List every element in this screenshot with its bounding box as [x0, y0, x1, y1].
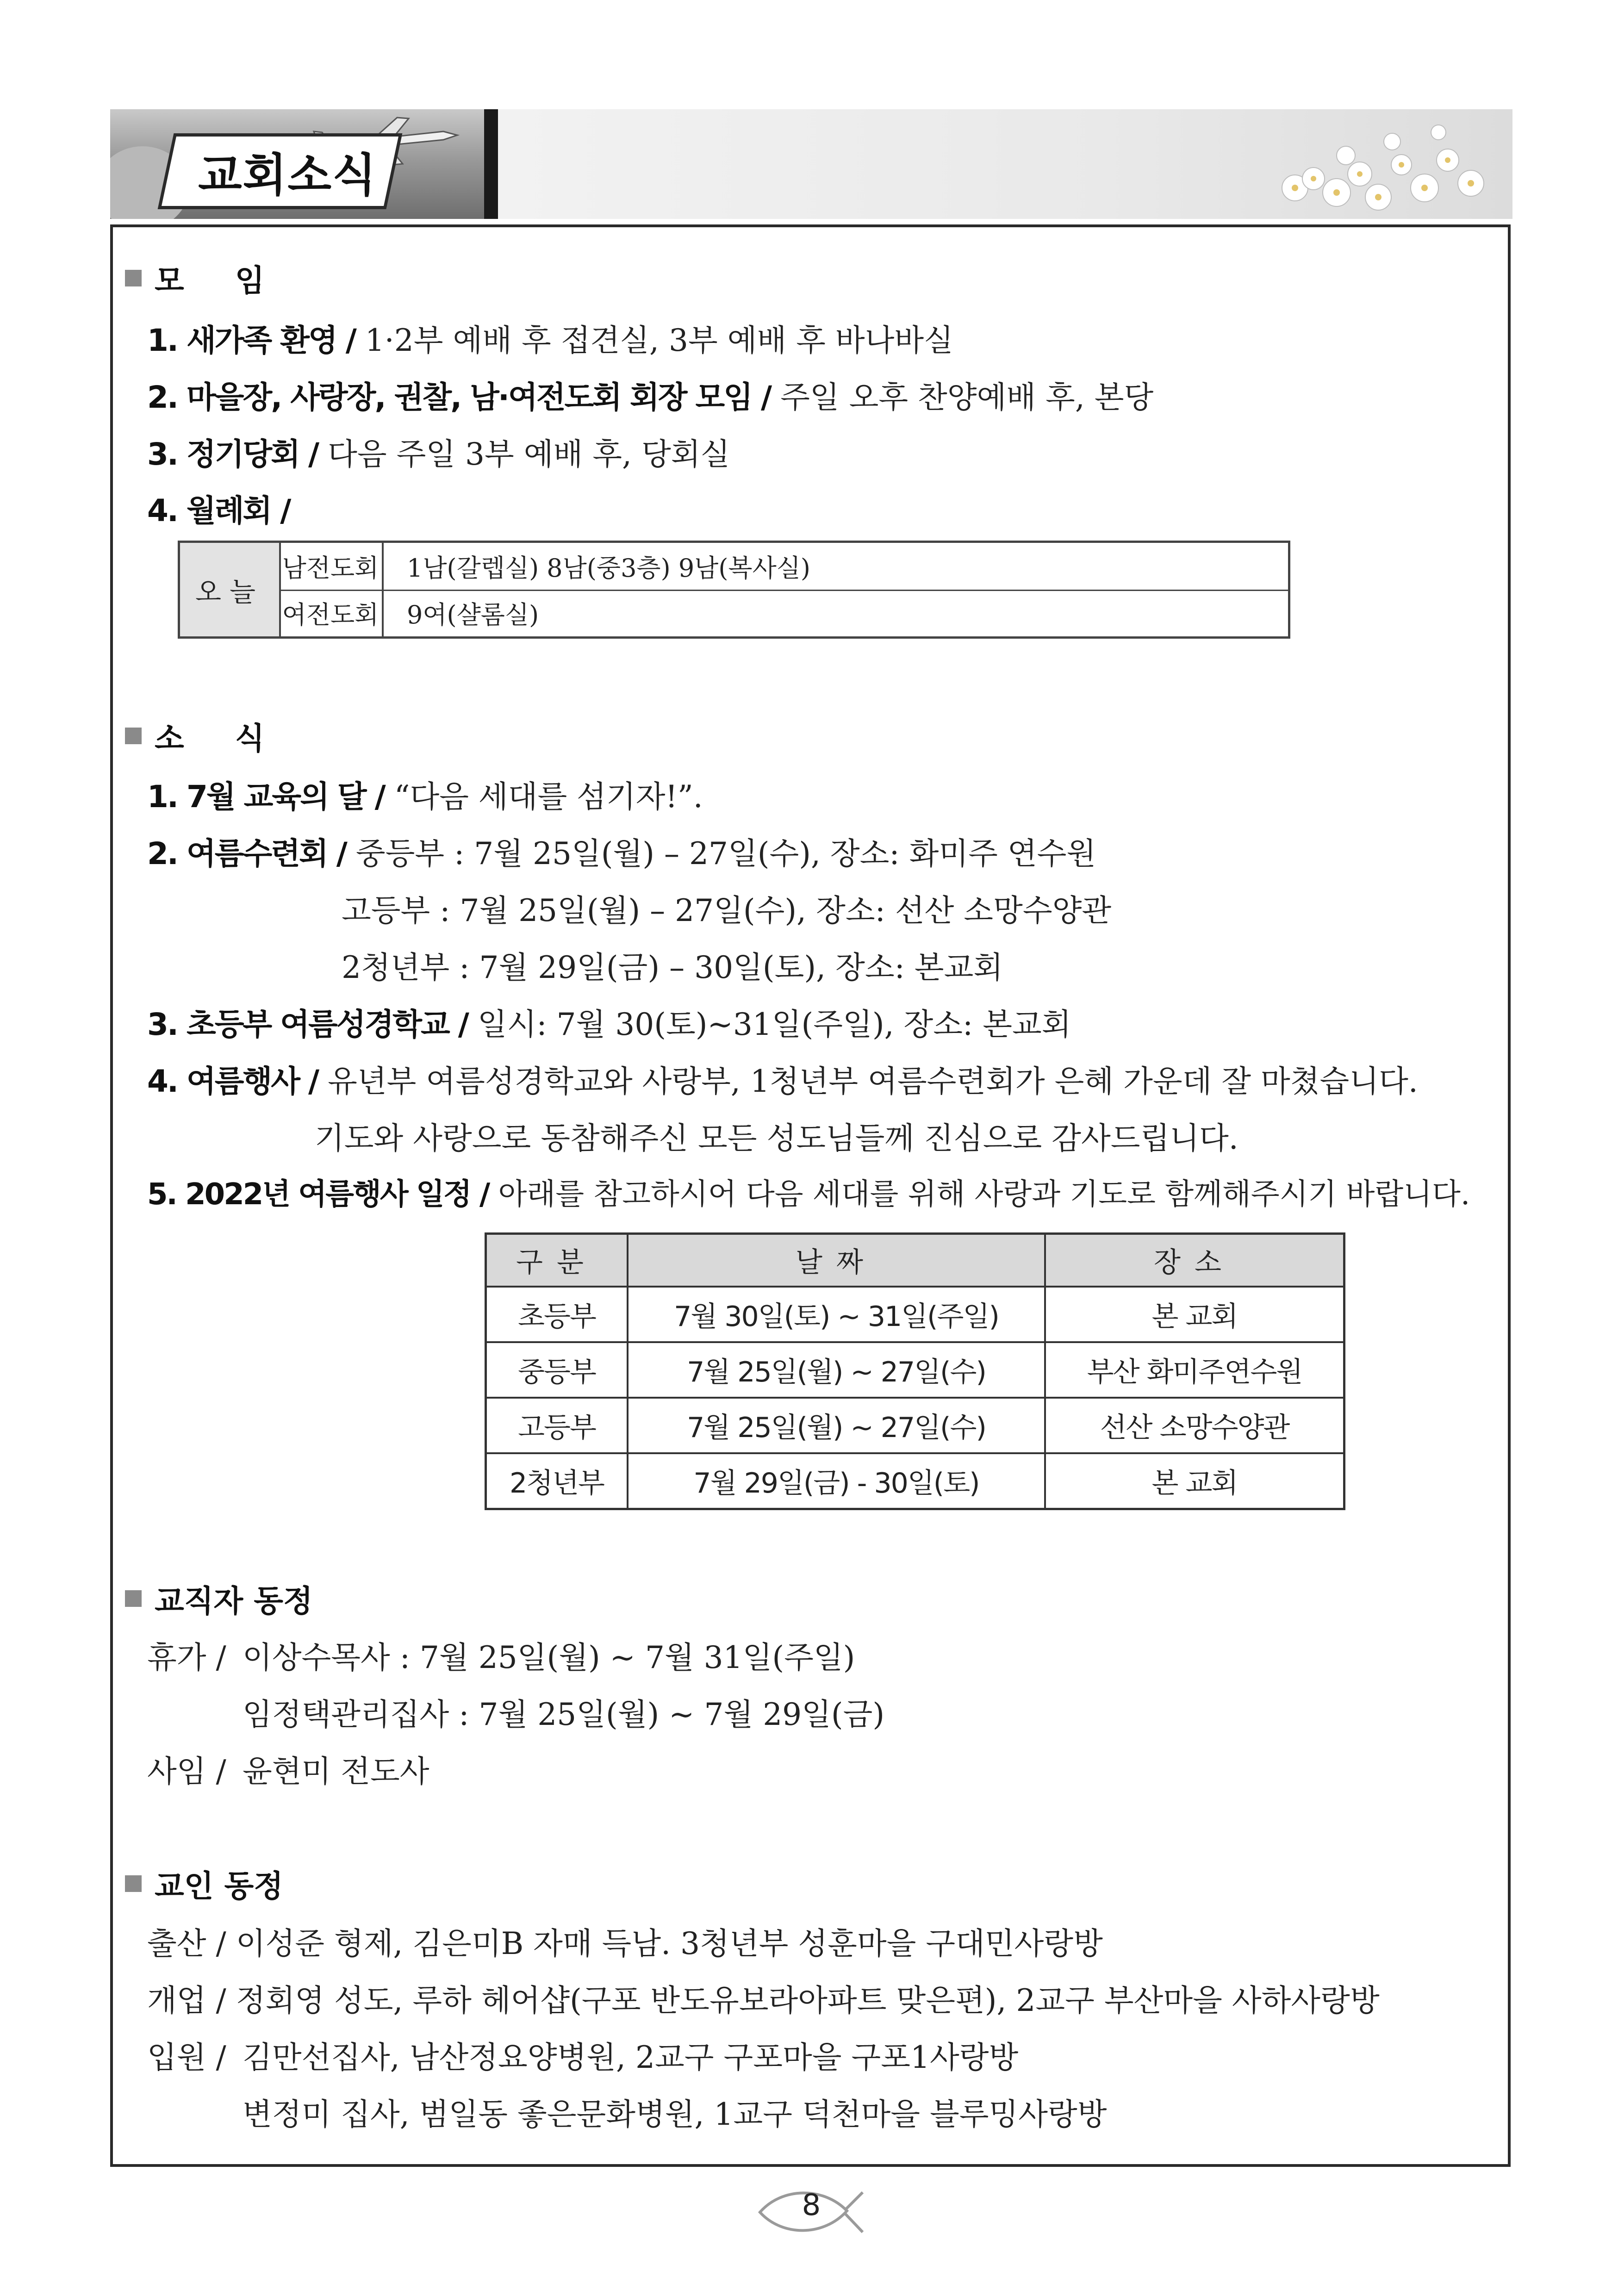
banner-divider — [484, 109, 498, 219]
page-number: 8 — [802, 2188, 821, 2222]
news-item-1: 1. 7월 교육의 달 / “다음 세대를 섬기자!”. — [147, 779, 703, 815]
summer-schedule-table — [485, 1232, 1345, 1510]
news-item-2-line-2: 고등부 : 7월 25일(월) – 27일(수), 장소: 선산 소망수양관 — [342, 893, 1112, 928]
banner-photo — [110, 109, 488, 219]
news-item-2: 2. 여름수련회 / 중등부 : 7월 25일(월) – 27일(수), 장소: 화미주 연수원 — [147, 836, 1096, 871]
section-heading-meetings: 모임 — [125, 256, 316, 300]
member-hospital-label: 입원 / — [147, 2040, 226, 2075]
page-title: 교회소식 — [198, 149, 377, 202]
news-item-3: 3. 초등부 여름성경학교 / 일시: 7월 30(토)~31일(주일), 장소: 본교회 — [147, 1007, 1071, 1042]
table-row: 여전도회 9여(샬롬실) — [279, 590, 1288, 636]
table-row: 고등부 7월 25일(월) ~ 27일(수) 선산 소망수양관 — [486, 1398, 1344, 1453]
member-opening: 개업 / 정회영 성도, 루하 헤어샵(구포 반도유보라아파트 맞은편), 2교구 부산마을 사하사랑방 — [147, 1983, 1380, 2018]
meeting-item-4: 4. 월례회 / — [147, 493, 290, 529]
member-birth: 출산 / 이성준 형제, 김은미B 자매 득남. 3청년부 성훈마을 구대민사랑방 — [147, 1926, 1103, 1961]
member-hospital-2: 변정미 집사, 범일동 좋은문화병원, 1교구 덕천마을 블루밍사랑방 — [243, 2097, 1107, 2132]
column-header-group: 구분 — [486, 1234, 628, 1287]
section-heading-staff: 교직자 동정 — [125, 1576, 313, 1620]
monthly-meeting-table — [178, 541, 1290, 639]
news-item-5: 5. 2022년 여름행사 일정 / 아래를 참고하시어 다음 세대를 위해 사랑과 기도로 함께해주시기 바랍니다. — [147, 1177, 1470, 1212]
flowers-icon — [1239, 109, 1499, 219]
staff-vacation-label: 휴가 / — [147, 1640, 226, 1675]
staff-vacation-1: 이상수목사 : 7월 25일(월) ~ 7월 31일(주일) — [243, 1640, 855, 1675]
square-bullet-icon — [125, 1875, 142, 1892]
column-header-date: 날짜 — [628, 1234, 1045, 1287]
square-bullet-icon — [125, 728, 142, 744]
news-item-2-line-3: 2청년부 : 7월 29일(금) – 30일(토), 장소: 본교회 — [342, 950, 1003, 985]
meeting-item-2: 2. 마을장, 사랑장, 권찰, 남·여전도회 회장 모임 / 주일 오후 찬양예배 후, 본당 — [147, 380, 1154, 415]
meeting-item-3: 3. 정기당회 / 다음 주일 3부 예배 후, 당회실 — [147, 436, 730, 472]
banner-background — [498, 109, 1512, 219]
staff-vacation-2: 임정택관리집사 : 7월 25일(월) ~ 7월 29일(금) — [243, 1697, 885, 1732]
staff-resign: 윤현미 전도사 — [243, 1754, 429, 1789]
square-bullet-icon — [125, 270, 142, 286]
table-row: 2청년부 7월 29일(금) - 30일(토) 본 교회 — [486, 1453, 1344, 1509]
table-row: 남전도회 1남(갈렙실) 8남(중3층) 9남(복사실) — [279, 543, 1288, 591]
staff-resign-label: 사임 / — [147, 1754, 226, 1789]
table-row-label: 오늘 — [180, 543, 281, 636]
member-hospital-1: 김만선집사, 남산정요양병원, 2교구 구포마을 구포1사랑방 — [243, 2040, 1019, 2075]
section-heading-members: 교인 동정 — [125, 1861, 283, 1905]
section-heading-news: 소식 — [125, 714, 316, 758]
table-header-row — [486, 1234, 1344, 1287]
square-bullet-icon — [125, 1590, 142, 1607]
section-banner — [110, 109, 1512, 219]
table-row: 중등부 7월 25일(월) ~ 27일(수) 부산 화미주연수원 — [486, 1342, 1344, 1398]
column-header-place: 장소 — [1045, 1234, 1344, 1287]
table-row: 초등부 7월 30일(토) ~ 31일(주일) 본 교회 — [486, 1287, 1344, 1342]
news-item-4-line-2: 기도와 사랑으로 동참해주신 모든 성도님들께 진심으로 감사드립니다. — [315, 1120, 1238, 1156]
meeting-item-1: 1. 새가족 환영 / 1·2부 예배 후 접견실, 3부 예배 후 바나바실 — [147, 323, 953, 358]
news-item-4: 4. 여름행사 / 유년부 여름성경학교와 사랑부, 1청년부 여름수련회가 은혜 가운데 잘 마쳤습니다. — [147, 1064, 1418, 1099]
